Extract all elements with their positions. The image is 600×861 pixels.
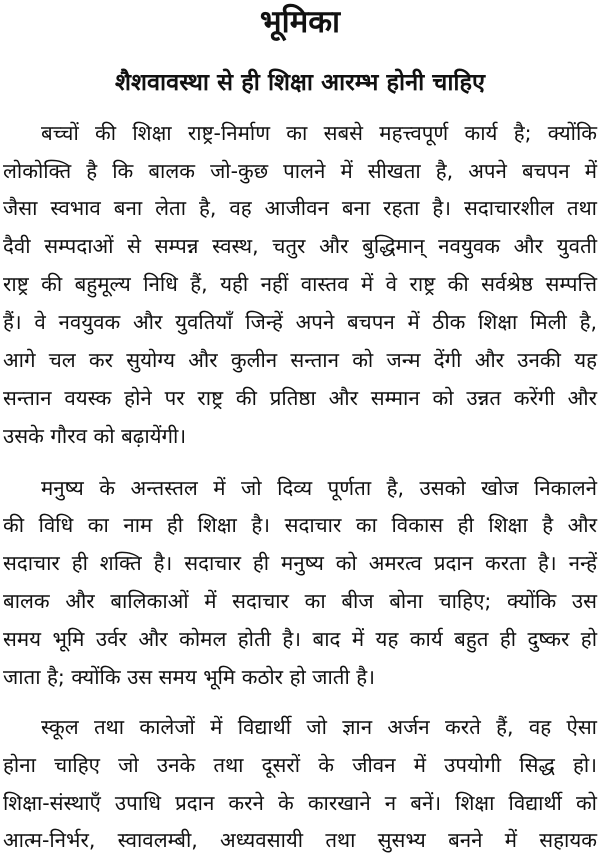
paragraph-1-line-5: राष्ट्र की बहुमूल्य निधि हैं, यही नहीं वास्तव में वे राष्ट्र की सर्वश्रेष्ठ सम्पत्ति [3,272,597,296]
paragraph-3-line-1: स्कूल तथा कालेजों में विद्यार्थी जो ज्ञान अर्जन करते हैं, वह ऐसा [41,715,597,739]
paragraph-1-line-8: सन्तान वयस्क होने पर राष्ट्र की प्रतिष्ठा और सम्मान को उन्नत करेंगी और [3,386,597,410]
paragraph-2-line-6: जाता है; क्योंकि उस समय भूमि कठोर हो जाती है। [3,665,375,689]
paragraph-1-line-2: लोकोक्ति है कि बालक जो-कुछ पालने में सीखता है, अपने बचपन में [3,159,597,183]
paragraph-2-line-1: मनुष्य के अन्तस्तल में जो दिव्य पूर्णता है, उसको खोज निकालने [41,476,597,500]
paragraph-1-line-1: बच्चों की शिक्षा राष्ट्र-निर्माण का सबसे महत्त्वपूर्ण कार्य है; क्योंकि [41,121,597,145]
section-subtitle: शैशवावस्था से ही शिक्षा आरम्भ होनी चाहिए [115,68,485,96]
paragraph-1-line-4: दैवी सम्पदाओं से सम्पन्न स्वस्थ, चतुर और बुद्धिमान् नवयुवक और युवती [3,234,597,258]
paragraph-3-line-4: आत्म-निर्भर, स्वावलम्बी, अध्यवसायी तथा सुसभ्य बनने में सहायक [3,828,597,852]
paragraph-3-line-2: होना चाहिए जो उनके तथा दूसरों के जीवन में उपयोगी सिद्ध हो। [3,753,597,777]
page-title: भूमिका [259,4,341,40]
paragraph-1-line-6: हैं। वे नवयुवक और युवतियाँ जिन्हें अपने बचपन में ठीक शिक्षा मिली है, [3,310,597,334]
paragraph-1-line-3: जैसा स्वभाव बना लेता है, वह आजीवन बना रहता है। सदाचारशील तथा [3,196,597,220]
paragraph-1-line-7: आगे चल कर सुयोग्य और कुलीन सन्तान को जन्म देंगी और उनकी यह [3,348,597,372]
paragraph-3-line-3: शिक्षा-संस्थाएँ उपाधि प्रदान करने के कारखाने न बनें। शिक्षा विद्यार्थी को [3,791,597,815]
paragraph-2-line-5: समय भूमि उर्वर और कोमल होती है। बाद में यह कार्य बहुत ही दुष्कर हो [3,627,597,651]
paragraph-2-line-3: सदाचार ही शक्ति है। सदाचार ही मनुष्य को अमरत्व प्रदान करता है। नन्हें [3,551,597,575]
paragraph-2-line-2: की विधि का नाम ही शिक्षा है। सदाचार का विकास ही शिक्षा है और [3,513,597,537]
paragraph-1-line-9: उसके गौरव को बढ़ायेंगी। [3,424,187,448]
paragraph-2-line-4: बालक और बालिकाओं में सदाचार का बीज बोना चाहिए; क्योंकि उस [3,589,597,613]
